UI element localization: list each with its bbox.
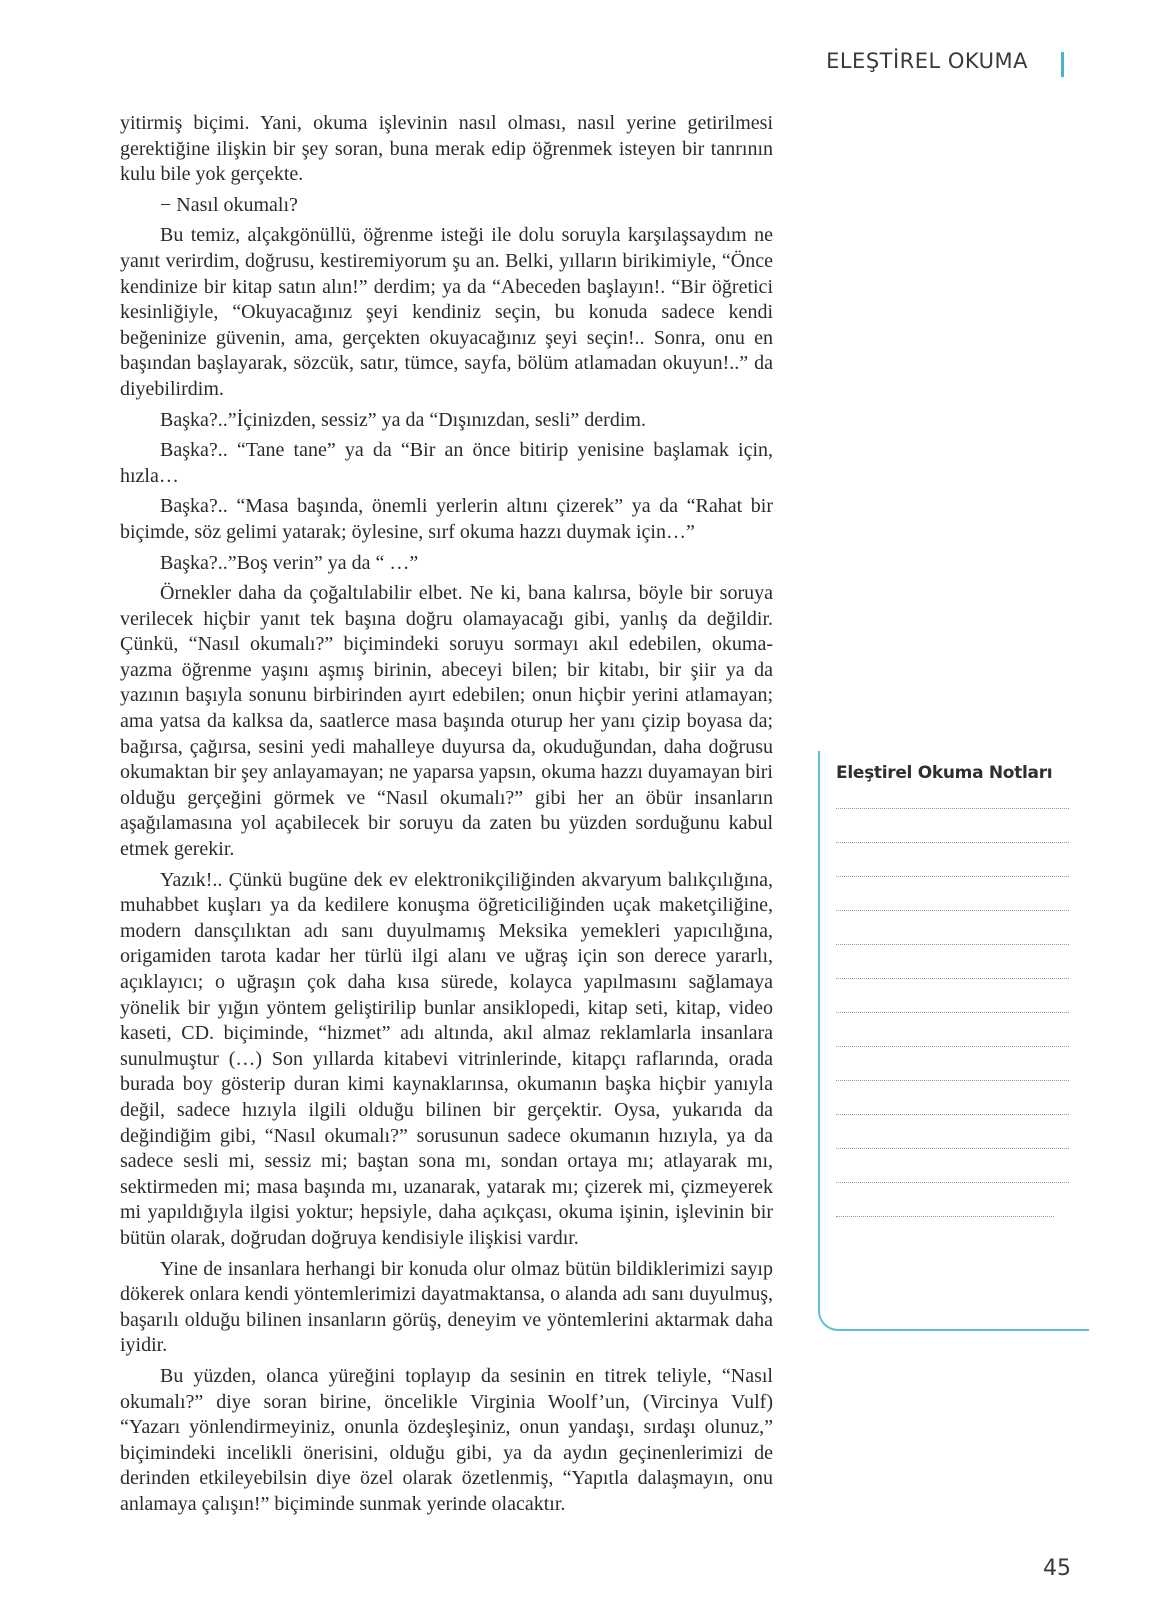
note-line[interactable]	[836, 1148, 1069, 1149]
note-line[interactable]	[836, 978, 1069, 979]
page-number: 45	[1043, 1556, 1071, 1581]
note-line[interactable]	[836, 1012, 1069, 1013]
paragraph: Yazık!.. Çünkü bugüne dek ev elektronikçiliğinden akvaryum balıkçılığına, muhabbet kuşları ya da kedilere konuşma öğreticiliğinden uçak maketçiliğine, modern dansçılıktan adı sanı duyulmamış Meksika yemekleri yapıcılığına, origamiden tarota kadar her türlü ilgi alanı ve uğraş için son derece yararlı, açıklayıcı; o uğraşın çok daha kısa sürede, kolayca yapılmasını sağlamaya yönelik bir yığın yöntem geliştirilip bunlar ansiklopedi, kitap seti, kitap, video kaseti, CD. biçiminde, “hizmet” adı altında, akıl almaz reklamlarla insanlara sunulmuştur (…) Son yıllarda kitabevi vitrinlerinde, kitapçı raflarında, orada burada boy gösterip duran kimi kaynaklarınsa, okumanın başka hiçbir yanıyla değil, sadece hızıyla ilgili olduğu bilinen bir gerçektir. Oysa, yukarıda da değindiğim gibi, “Nasıl okumalı?” sorusunun sadece okumanın hızıyla, ya da sadece sesli mi, sessiz mi; baştan sona mı, sondan ortaya mı; atlayarak mı, sektirmeden mi; masa başında mı, uzanarak, yatarak mı; çizerek mi, çizmeyerek mi yapıldığıyla ilgisi yoktur; hepsiyle, daha açıkçası, okuma işinin, işlevinin bir bütün olarak, doğrudan doğruya kendisiyle ilişkisi vardır.	[120, 868, 773, 1249]
note-line[interactable]	[836, 944, 1069, 945]
notes-box	[818, 751, 1089, 1331]
paragraph: Bu yüzden, olanca yüreğini toplayıp da sesinin en titrek teliyle, “Nasıl okumalı?” diye soran birine, öncelikle Virginia Woolf’un, (Vircinya Vulf) “Yazarı yönlendirmeyiniz, onunla özdeşleşiniz, onun yandaşı, sırdaşı olunuz,” biçimindeki incelikli önerisini, olduğu gibi, ya da aydın geçinenlerimizi de derinden etkileyebilsin diye özel olarak özetlenmiş, “Yapıtla dalaşmayın, onu anlamaya çalışın!” biçiminde sunmak yerinde olacaktır.	[120, 1364, 773, 1515]
note-line[interactable]	[836, 1046, 1069, 1047]
note-line[interactable]	[836, 910, 1069, 911]
paragraph: − Nasıl okumalı?	[160, 193, 298, 216]
note-line[interactable]	[836, 876, 1069, 877]
paragraph: Başka?..”İçinizden, sessiz” ya da “Dışınızdan, sesli” derdim.	[160, 408, 646, 431]
notes-title: Eleştirel Okuma Notları	[836, 763, 1053, 783]
paragraph: Örnekler daha da çoğaltılabilir elbet. Ne ki, bana kalırsa, böyle bir soruya verilecek hiçbir yanıt tek başına doğru olamayacağı gibi, yanlış da değildir. Çünkü, “Nasıl okumalı?” biçimindeki soruyu sormayı akıl edebilen, okuma-yazma öğrenme yaşını aşmış birinin, abeceyi bilen; bir kitabı, bir şiir ya da yazının başıyla sonunu birbirinden ayırt edebilen; onun hiçbir yerini atlamayan; ama yatsa da kalksa da, saatlerce masa başında oturup her yanı çizip boyasa da; bağırsa, çağırsa, sesini yedi mahalleye duyursa da, okuduğundan, daha doğrusu okumaktan bir şey anlayamayan; ne yaparsa yapsın, okuma hazzı duyamayan biri olduğu gerçeğini görmek ve “Nasıl okumalı?” gibi her an öbür insanların aşağılamasına yol açabilecek bir soruyu da zaten bu yüzden sorduğunu kabul etmek gerekir.	[120, 582, 773, 861]
header-accent-bar	[1061, 52, 1064, 77]
note-line[interactable]	[836, 1080, 1069, 1081]
paragraph: Yine de insanlara herhangi bir konuda olur olmaz bütün bildiklerimizi sayıp dökerek onlara kendi yöntemlerimizi dayatmaktansa, o alanda adı sanı duyulmuş, başarılı olduğu bilinen insanların görüş, deneyim ve yöntemlerini aktarmak daha iyidir.	[120, 1257, 773, 1357]
note-line[interactable]	[836, 1216, 1054, 1217]
note-line[interactable]	[836, 1114, 1069, 1115]
paragraph: Başka?.. “Masa başında, önemli yerlerin altını çizerek” ya da “Rahat bir biçimde, söz gelimi yatarak; öylesine, sırf okuma hazzı duymak için…”	[120, 495, 773, 543]
running-header-title: ELEŞTİREL OKUMA	[826, 49, 1028, 73]
note-line[interactable]	[836, 808, 1069, 809]
paragraph: Başka?..”Boş verin” ya da “ …”	[160, 551, 419, 574]
paragraph: Başka?.. “Tane tane” ya da “Bir an önce bitirip yenisine başlamak için, hızla…	[120, 439, 773, 487]
note-line[interactable]	[836, 842, 1069, 843]
main-text-column	[120, 111, 773, 1522]
note-line[interactable]	[836, 1182, 1069, 1183]
paragraph: Bu temiz, alçakgönüllü, öğrenme isteği ile dolu soruyla karşılaşsaydım ne yanıt verirdim, doğrusu, kestiremiyorum şu an. Belki, yılların birikimiyle, “Önce kendinize bir kitap satın alın!” derdim; ya da “Abeceden başlayın!. “Bir öğretici kesinliğiyle, “Okuyacağınız şeyi kendiniz seçin, bu konuda sadece kendi beğeninize güvenin, ama, gerçekten okuyacağınız şeyi seçin!.. Sonra, onu en başından başlayarak, sözcük, satır, tümce, sayfa, bölüm atlamadan okuyun!..” da diyebilirdim.	[120, 224, 773, 400]
paragraph: yitirmiş biçimi. Yani, okuma işlevinin nasıl olması, nasıl yerine getirilmesi gerektiğine ilişkin bir şey soran, buna merak edip öğrenmek isteyen bir tanrının kulu bile yok gerçekte.	[120, 112, 773, 186]
